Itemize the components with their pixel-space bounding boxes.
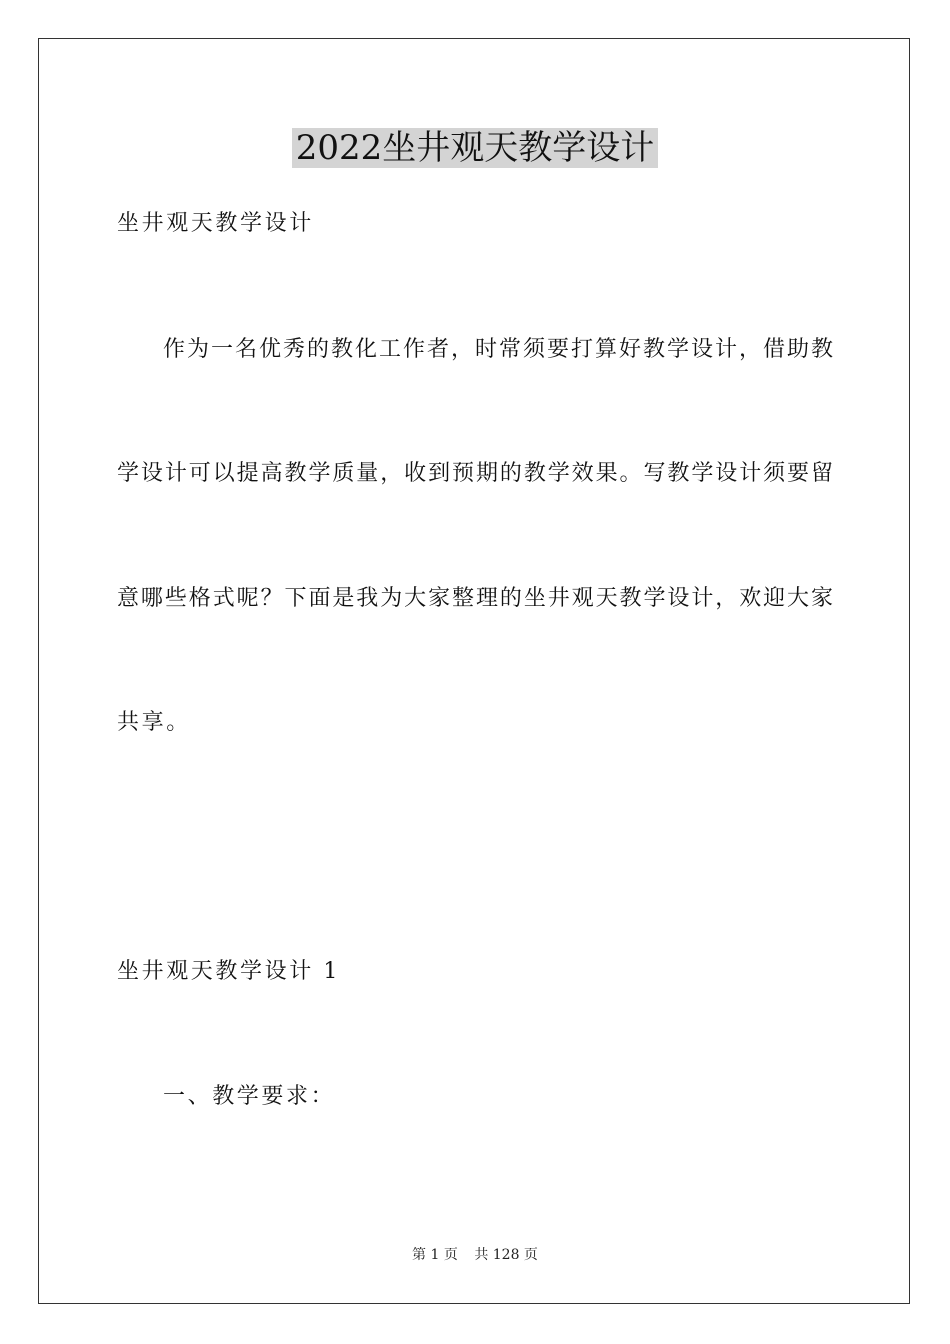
paragraph-line: 作为一名优秀的教化工作者，时常须要打算好教学设计，借助教: [163, 337, 833, 362]
page-footer: [0, 1245, 950, 1265]
page-number: 第 1 页: [412, 1247, 458, 1263]
total-pages: 共 128 页: [474, 1247, 538, 1263]
document-subtitle: 坐井观天教学设计: [117, 211, 314, 236]
subsection-heading: 一、教学要求：: [163, 1084, 336, 1109]
document-title: [0, 126, 950, 170]
paragraph-line: 共享。: [117, 710, 191, 735]
paragraph-line: 意哪些格式呢？下面是我为大家整理的坐井观天教学设计，欢迎大家: [117, 586, 833, 611]
document-title-text: 2022坐井观天教学设计: [292, 128, 659, 168]
paragraph-line: 学设计可以提高教学质量，收到预期的教学效果。写教学设计须要留: [117, 461, 833, 486]
section-heading: 坐井观天教学设计 1: [117, 959, 340, 984]
